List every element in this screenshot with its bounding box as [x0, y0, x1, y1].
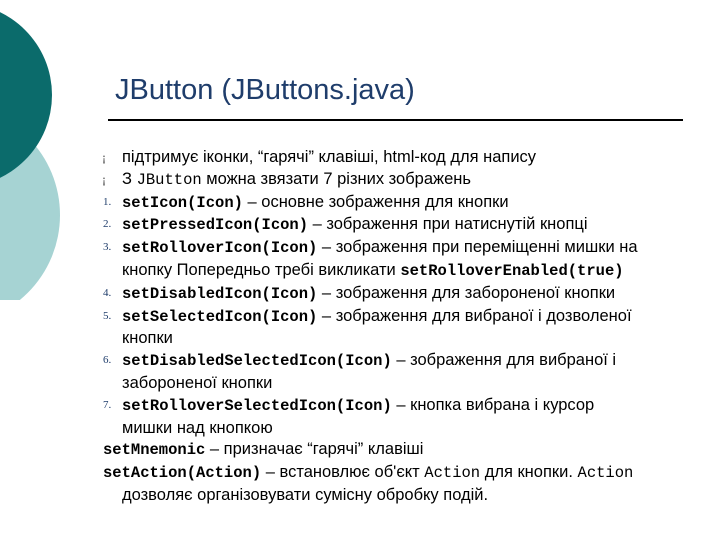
method-description: – встановлює об'єкт — [261, 463, 425, 482]
method-code: setAction(Action) — [103, 464, 262, 483]
method-code: setMnemonic — [103, 441, 206, 460]
item-number: 3. — [103, 241, 112, 254]
method-description-continued: дозволяє організовувати сумісну обробку подій. — [122, 485, 489, 504]
class-code: Action — [424, 464, 481, 483]
method-code: setSelectedIcon(Icon) — [122, 307, 318, 326]
method-code: setDisabledIcon(Icon) — [122, 284, 318, 303]
numbered-item — [78, 395, 718, 440]
footer-item — [78, 439, 718, 462]
method-description-continued: кнопки — [122, 329, 173, 348]
numbered-item — [78, 192, 718, 215]
item-number: 7. — [103, 398, 112, 411]
method-description: – зображення для вибраної і — [391, 351, 617, 370]
method-code: setRolloverSelectedIcon(Icon) — [122, 396, 392, 415]
bullet-text: підтримує іконки, “гарячі” клавіші, html-код для напису — [122, 148, 537, 166]
title-divider — [108, 119, 683, 121]
method-code: setRolloverIcon(Icon) — [122, 239, 318, 258]
method-description-continued — [122, 260, 718, 283]
method-description: – кнопка вибрана і курсор — [391, 395, 595, 414]
bullet-code: JButton — [136, 170, 202, 189]
method-code: setPressedIcon(Icon) — [122, 216, 309, 235]
method-code: setDisabledSelectedIcon(Icon) — [122, 352, 392, 371]
method-description: для кнопки. — [480, 463, 578, 482]
method-code-inline: setRolloverEnabled(true) — [400, 261, 624, 280]
method-code: setIcon(Icon) — [122, 193, 243, 212]
slide-content — [78, 147, 718, 507]
circle-bullet-icon: ¡ — [102, 150, 106, 164]
bullet-text-prefix: З — [122, 169, 137, 188]
footer-item — [78, 462, 718, 507]
item-number: 4. — [103, 286, 112, 299]
method-description: – зображення для вибраної і дозволеної — [317, 306, 632, 325]
numbered-item — [78, 350, 718, 395]
item-number: 6. — [103, 354, 112, 367]
item-number: 2. — [103, 218, 112, 231]
method-description: – зображення при натиснутій кнопці — [308, 215, 588, 234]
method-description: – зображення при переміщенні мишки на — [317, 238, 638, 257]
method-description: – зображення для забороненої кнопки — [317, 283, 616, 302]
numbered-item — [78, 237, 718, 283]
method-description: – основне зображення для кнопки — [242, 192, 509, 211]
method-description: – призначає “гарячі” клавіші — [205, 440, 424, 459]
slide-title: JButton (JButtons.java) — [115, 74, 415, 106]
bullet-item — [78, 147, 718, 169]
numbered-item — [78, 306, 718, 351]
numbered-item — [78, 283, 718, 306]
circle-bullet-icon: ¡ — [102, 171, 106, 186]
class-code: Action — [577, 464, 634, 483]
item-number: 1. — [103, 195, 112, 208]
bullet-text-suffix: можна звязати 7 різних зображень — [201, 169, 471, 188]
method-description-continued: мишки над кнопкою — [122, 418, 273, 437]
numbered-item — [78, 214, 718, 237]
bullet-item — [78, 169, 718, 192]
item-number: 5. — [103, 309, 112, 322]
method-description-continued: забороненої кнопки — [122, 373, 273, 392]
continued-text: кнопку Попередньо требі викликати — [122, 260, 401, 279]
